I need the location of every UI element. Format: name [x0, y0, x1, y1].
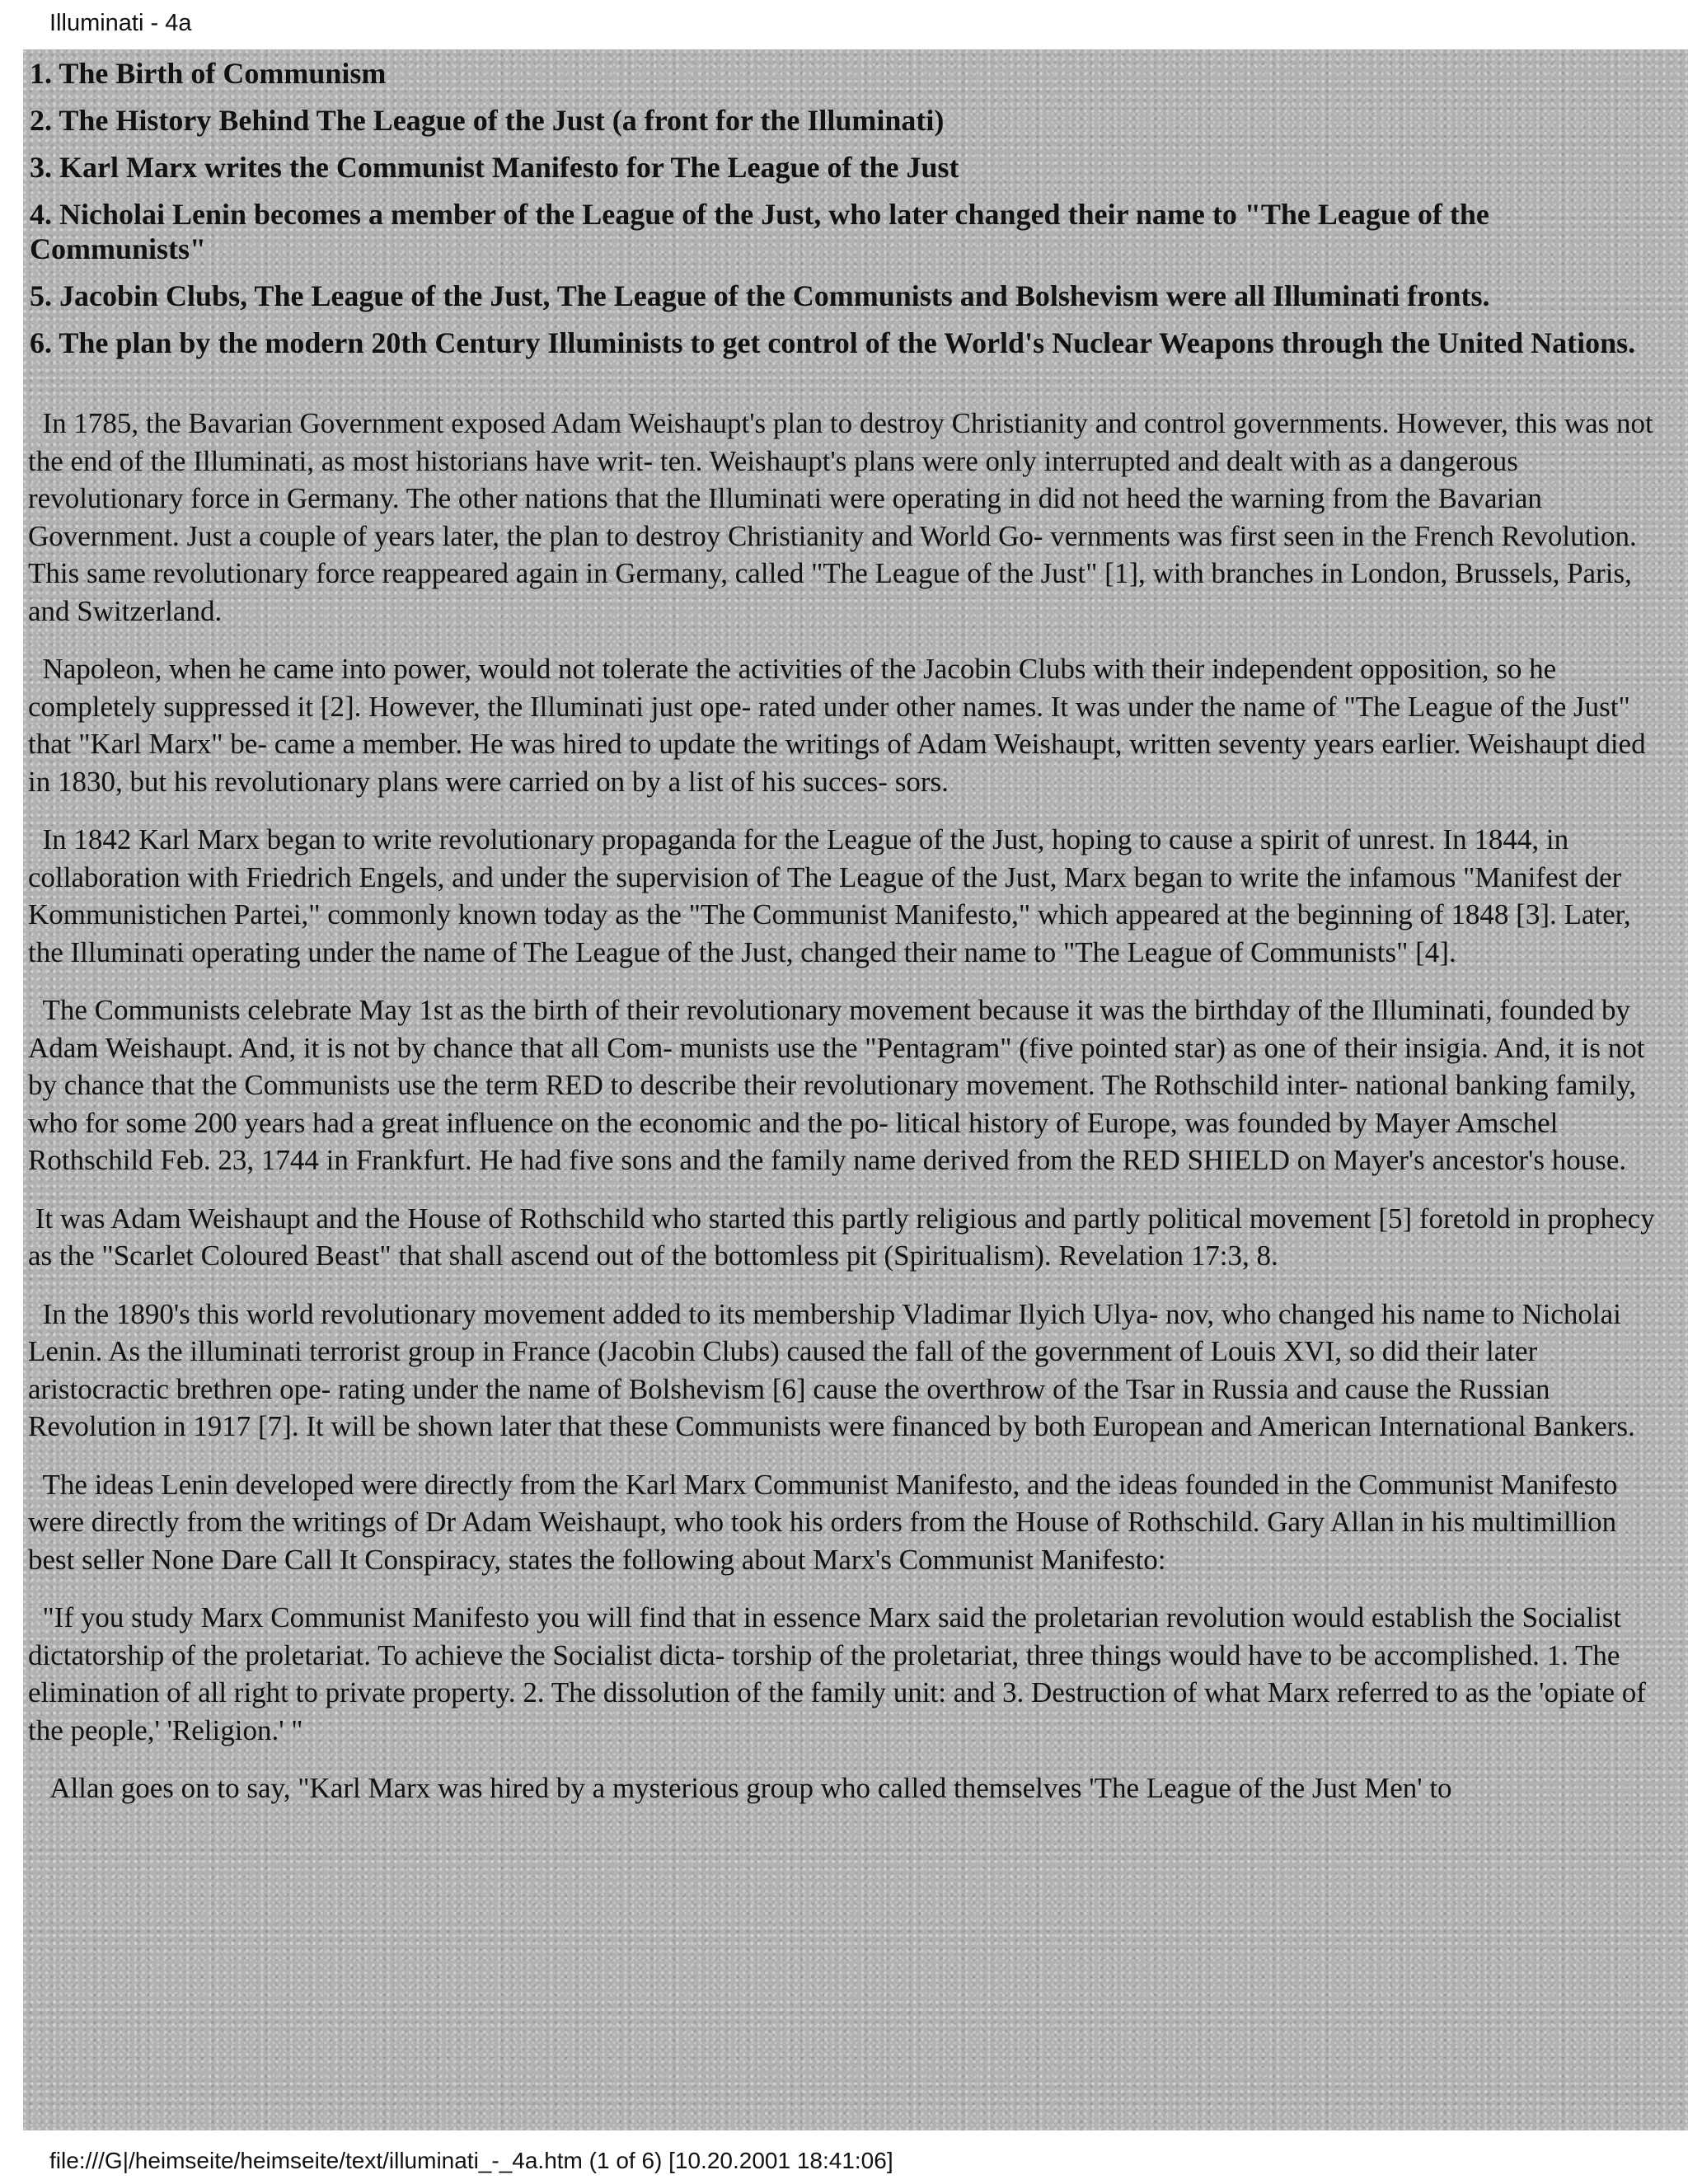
page-footer-url: file:///G|/heimseite/heimseite/text/illuminati_-_4a.htm (1 of 6) [10.20.2001 18:41:06]: [49, 2148, 893, 2173]
article-paragraph: In the 1890's this world revolutionary movement added to its membership Vladimar Ilyich Ulya- nov, who changed his name to Nicholai Lenin. As the illuminati terrorist group in France (Jacobin Clubs) caused the fall of the government of Louis XVI, so did their later aristocractic brethren ope- rating under the name of Bolshevism [6] cause the overthrow of the Tsar in Russia and cause the Russian Revolution in 1917 [7]. It will be shown later that these Communists were financed by both European and American International Bankers.: [28, 1297, 1635, 1442]
article-paragraph: "If you study Marx Communist Manifesto you will find that in essence Marx said the proletarian revolution would establish the Socialist dictatorship of the proletariat. To achieve the Socialist dicta- torship of the proletariat, three things would have to be accomplished. 1. The elimination of all right to private property. 2. The dissolution of the family unit: and 3. Destruction of what Marx referred to as the 'opiate of the people,' 'Religion.' ": [28, 1601, 1646, 1746]
topic-item: 5. Jacobin Clubs, The League of the Just, The League of the Communists and Bolshevism were all Illuminati fronts.: [30, 279, 1490, 312]
article-paragraph: In 1842 Karl Marx began to write revolutionary propaganda for the League of the Just, hoping to cause a spirit of unrest. In 1844, in collaboration with Friedrich Engels, and under the supervision of The League of the Just, Marx began to write the infamous "Manifest der Kommunistichen Partei," commonly known today as the "The Communist Manifesto," which appeared at the beginning of 1848 [3]. Later, the Illuminati operating under the name of The League of the Just, changed their name to "The League of Communists" [4].: [28, 823, 1631, 968]
topic-item: 2. The History Behind The League of the Just (a front for the Illuminati): [30, 104, 945, 137]
article-body: [28, 405, 1665, 1828]
article-paragraph: The Communists celebrate May 1st as the birth of their revolutionary movement because it was the birthday of the Illuminati, founded by Adam Weishaupt. And, it is not by chance that all Com- munists use the "Pentagram" (five pointed star) as one of their insigia. And, it is not by chance that the Communists use the term RED to describe their revolutionary movement. The Rothschild inter- national banking family, who for some 200 years had a great influence on the economic and the po- litical history of Europe, was founded by Mayer Amschel Rothschild Feb. 23, 1744 in Frankfurt. He had five sons and the family name derived from the RED SHIELD on Mayer's ancestor's house.: [28, 994, 1645, 1176]
topic-item: 3. Karl Marx writes the Communist Manifesto for The League of the Just: [30, 151, 959, 184]
document-title: Illuminati - 4a: [49, 10, 192, 36]
topic-item: 6. The plan by the modern 20th Century Illuminists to get control of the World's Nuclear Weapons through the United Nations.: [30, 326, 1636, 359]
article-paragraph: In 1785, the Bavarian Government exposed Adam Weishaupt's plan to destroy Christianity and control governments. However, this was not the end of the Illuminati, as most historians have writ- ten. Weishaupt's plans were only interrupted and dealt with as a dangerous revolutionary force in Germany. The other nations that the Illuminati were operating in did not heed the warning from the Bavarian Government. Just a couple of years later, the plan to destroy Christianity and World Go- vernments was first seen in the French Revolution. This same revolutionary force reappeared again in Germany, called "The League of the Just" [1], with branches in London, Brussels, Paris, and Switzerland.: [28, 407, 1653, 627]
article-paragraph: Allan goes on to say, "Karl Marx was hired by a mysterious group who called themselves 'The League of the Just Men' to: [28, 1772, 1452, 1804]
article-paragraph: It was Adam Weishaupt and the House of Rothschild who started this partly religious and partly political movement [5] foretold in prophecy as the "Scarlet Coloured Beast" that shall ascend out of the bottomless pit (Spiritualism). Revelation 17:3, 8.: [28, 1202, 1655, 1272]
topic-item: 4. Nicholai Lenin becomes a member of the League of the Just, who later changed their name to "The League of the Communists": [30, 198, 1489, 265]
topic-list: [30, 56, 1662, 373]
article-paragraph: The ideas Lenin developed were directly from the Karl Marx Communist Manifesto, and the ideas founded in the Communist Manifesto were directly from the writings of Dr Adam Weishaupt, who took his orders from the House of Rothschild. Gary Allan in his multimillion best seller None Dare Call It Conspiracy, states the following about Marx's Communist Manifesto:: [28, 1468, 1618, 1576]
article-paragraph: Napoleon, when he came into power, would not tolerate the activities of the Jacobin Clubs with their independent opposition, so he completely suppressed it [2]. However, the Illuminati just ope- rated under other names. It was under the name of "The League of the Just" that "Karl Marx" be- came a member. He was hired to update the writings of Adam Weishaupt, written seventy years earlier. Weishaupt died in 1830, but his revolutionary plans were carried on by a list of his succes- sors.: [28, 653, 1646, 798]
topic-item: 1. The Birth of Communism: [30, 57, 387, 90]
